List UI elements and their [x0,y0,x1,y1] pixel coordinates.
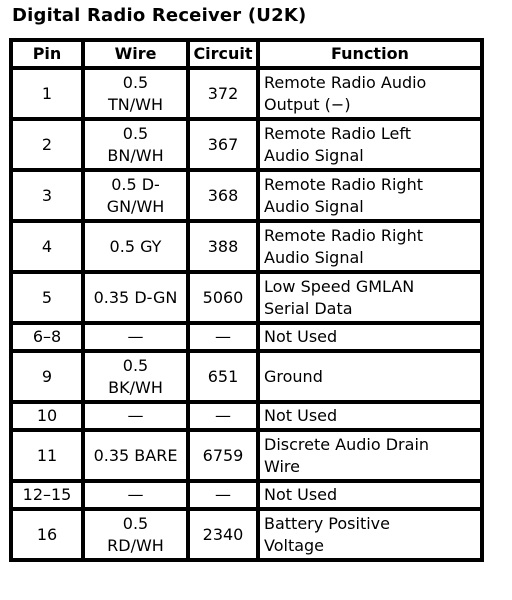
cell-pin-text: 6–8 [32,327,62,346]
table-row [11,68,482,119]
cell-pin [11,221,83,272]
cell-circuit-text: 367 [207,134,239,154]
cell-function [258,221,482,272]
cell-wire-text: 0.5 GY [109,236,162,256]
connector-pinout-table [9,38,484,562]
cell-wire [83,430,188,481]
cell-pin [11,272,83,323]
cell-pin [11,430,83,481]
cell-pin-text: 10 [36,406,58,425]
cell-function [258,481,482,509]
cell-function-text: Discrete Audio Drain Wire [264,434,430,476]
cell-function-text: Remote Radio Left Audio Signal [264,123,411,165]
cell-circuit [188,119,258,170]
cell-function-text: Ground [264,366,323,386]
cell-pin [11,323,83,351]
cell-pin-text: 5 [41,287,53,307]
cell-wire-text: 0.5 BN/WH [107,123,164,165]
table-row [11,119,482,170]
cell-function [258,351,482,402]
table-row [11,509,482,560]
cell-circuit [188,430,258,481]
cell-wire-text: 0.5 TN/WH [108,72,163,114]
cell-pin-text: 4 [41,236,53,256]
cell-pin [11,68,83,119]
table-row [11,402,482,430]
header-function: Function [258,40,482,68]
cell-circuit-text: 651 [207,366,239,386]
cell-function [258,323,482,351]
cell-pin-text: 12–15 [22,485,72,504]
cell-circuit-text: 2340 [202,524,244,544]
cell-circuit [188,170,258,221]
cell-wire [83,170,188,221]
cell-pin [11,402,83,430]
cell-wire [83,323,188,351]
cell-function-text: Not Used [264,406,338,425]
cell-wire-text: 0.5 BK/WH [108,355,163,397]
table-row [11,481,482,509]
table-header-row [11,40,482,68]
header-wire: Wire [83,40,188,68]
cell-wire-text: 0.5 RD/WH [107,513,164,555]
cell-circuit-text: — [215,327,231,346]
cell-pin-text: 3 [41,185,53,205]
cell-pin-text: 16 [36,524,58,544]
cell-circuit [188,402,258,430]
cell-function [258,170,482,221]
cell-function-text: Low Speed GMLAN Serial Data [264,276,415,318]
cell-function [258,119,482,170]
cell-circuit-text: 6759 [202,445,244,465]
cell-function-text: Remote Radio Audio Output (−) [264,72,427,114]
table-row [11,272,482,323]
header-pin: Pin [11,40,83,68]
cell-circuit-text: 372 [207,83,239,103]
cell-wire [83,402,188,430]
cell-function [258,68,482,119]
cell-pin [11,509,83,560]
cell-circuit [188,272,258,323]
cell-function [258,509,482,560]
cell-pin [11,119,83,170]
cell-wire [83,68,188,119]
cell-circuit-text: 368 [207,185,239,205]
cell-pin [11,481,83,509]
cell-circuit [188,509,258,560]
cell-circuit [188,481,258,509]
cell-circuit [188,221,258,272]
table-row [11,323,482,351]
cell-function-text: Not Used [264,327,338,346]
cell-function [258,272,482,323]
cell-wire-text: 0.35 BARE [93,445,178,465]
cell-wire-text: 0.5 D- GN/WH [106,174,165,216]
table-row [11,170,482,221]
cell-circuit-text: 388 [207,236,239,256]
cell-function [258,430,482,481]
table-row [11,430,482,481]
cell-pin-text: 11 [36,445,58,465]
table-row [11,351,482,402]
cell-function-text: Remote Radio Right Audio Signal [264,225,423,267]
cell-circuit [188,68,258,119]
cell-pin-text: 9 [41,366,53,386]
cell-function-text: Battery Positive Voltage [264,513,390,555]
cell-circuit-text: 5060 [202,287,244,307]
table-row [11,221,482,272]
cell-wire [83,221,188,272]
cell-function-text: Not Used [264,485,338,504]
cell-wire-text: — [127,485,144,504]
cell-wire [83,509,188,560]
cell-circuit-text: — [215,485,231,504]
cell-function [258,402,482,430]
cell-wire [83,351,188,402]
cell-pin [11,351,83,402]
header-circuit: Circuit [188,40,258,68]
cell-circuit [188,351,258,402]
cell-circuit-text: — [215,406,231,425]
cell-wire-text: — [127,406,144,425]
cell-circuit [188,323,258,351]
cell-pin [11,170,83,221]
cell-wire [83,272,188,323]
cell-wire [83,119,188,170]
cell-wire-text: — [127,327,144,346]
cell-pin-text: 2 [41,134,53,154]
cell-pin-text: 1 [41,83,53,103]
page-title: Digital Radio Receiver (U2K) [12,5,307,26]
cell-wire-text: 0.35 D-GN [93,287,178,307]
cell-wire [83,481,188,509]
cell-function-text: Remote Radio Right Audio Signal [264,174,423,216]
